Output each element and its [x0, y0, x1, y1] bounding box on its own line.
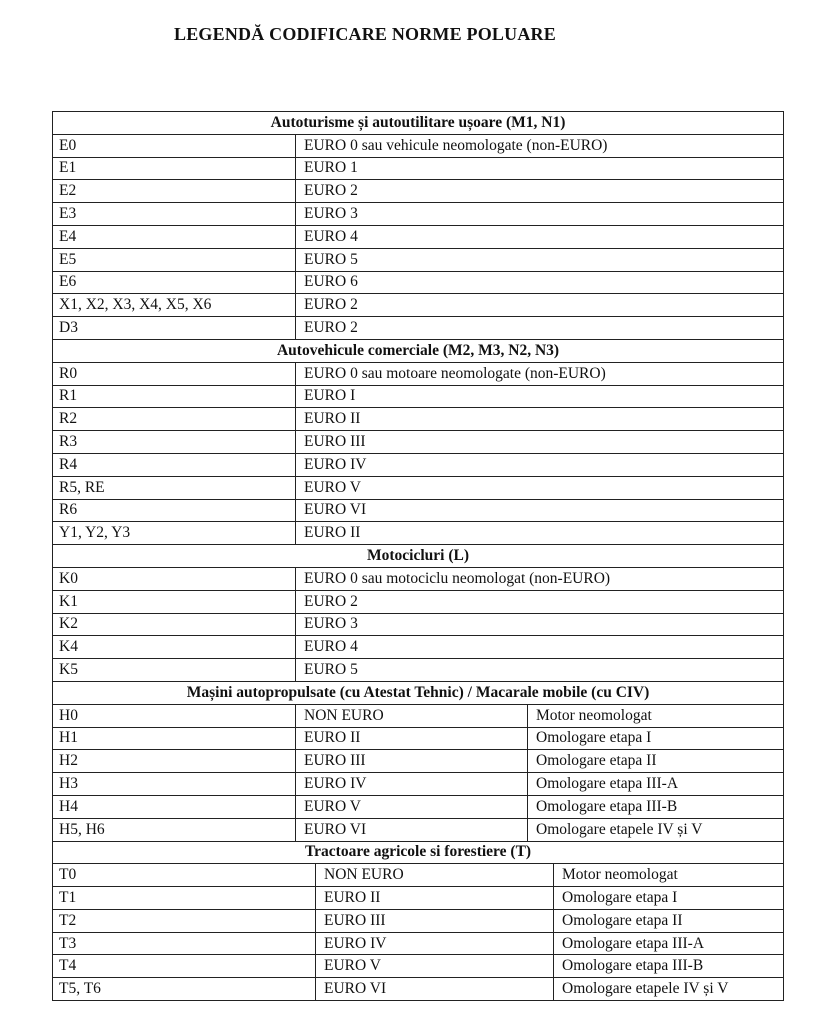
norm-cell: EURO VI [296, 499, 784, 522]
code-cell: R1 [53, 385, 296, 408]
table-row [53, 522, 784, 545]
table-row [53, 180, 784, 203]
norm-cell: EURO V [316, 955, 554, 978]
norm-cell: EURO 4 [296, 225, 784, 248]
approval-cell: Omologare etapa II [528, 750, 784, 773]
table-row [53, 750, 784, 773]
norm-cell: EURO 5 [296, 248, 784, 271]
page-title: LEGENDĂ CODIFICARE NORME POLUARE [174, 24, 556, 44]
code-cell: R2 [53, 408, 296, 431]
norm-cell: EURO V [296, 795, 528, 818]
norm-cell: EURO IV [316, 932, 554, 955]
table-row [53, 294, 784, 317]
pollution-norms-table [52, 111, 784, 1001]
section-header-row [53, 339, 784, 362]
code-cell: H5, H6 [53, 818, 296, 841]
code-cell: R0 [53, 362, 296, 385]
code-cell: R5, RE [53, 476, 296, 499]
table-row [53, 955, 784, 978]
norm-cell: EURO 3 [296, 203, 784, 226]
table-row [53, 499, 784, 522]
table-row [53, 659, 784, 682]
table-row [53, 818, 784, 841]
norm-cell: EURO IV [296, 453, 784, 476]
approval-cell: Omologare etapele IV și V [528, 818, 784, 841]
norm-cell: EURO I [296, 385, 784, 408]
norm-cell: EURO III [296, 431, 784, 454]
table-row [53, 795, 784, 818]
code-cell: E5 [53, 248, 296, 271]
code-cell: E2 [53, 180, 296, 203]
code-cell: T4 [53, 955, 316, 978]
table-row [53, 453, 784, 476]
code-cell: H1 [53, 727, 296, 750]
norm-cell: NON EURO [316, 864, 554, 887]
norm-cell: EURO VI [296, 818, 528, 841]
norm-cell: EURO II [296, 408, 784, 431]
code-cell: X1, X2, X3, X4, X5, X6 [53, 294, 296, 317]
norm-cell: EURO 1 [296, 157, 784, 180]
code-cell: E4 [53, 225, 296, 248]
table-row [53, 887, 784, 910]
norm-cell: EURO III [296, 750, 528, 773]
table-row [53, 909, 784, 932]
table-row [53, 590, 784, 613]
table-row [53, 567, 784, 590]
table-row [53, 476, 784, 499]
norm-cell: EURO 5 [296, 659, 784, 682]
table-row [53, 613, 784, 636]
code-cell: K5 [53, 659, 296, 682]
table-row [53, 636, 784, 659]
section-header-tractors: Tractoare agricole si forestiere (T) [53, 841, 784, 864]
approval-cell: Omologare etapa III-B [554, 955, 784, 978]
code-cell: E1 [53, 157, 296, 180]
approval-cell: Motor neomologat [528, 704, 784, 727]
norm-cell: EURO VI [316, 978, 554, 1001]
approval-cell: Omologare etapa III-B [528, 795, 784, 818]
norm-cell: EURO 2 [296, 317, 784, 340]
norm-cell: NON EURO [296, 704, 528, 727]
table-row [53, 385, 784, 408]
code-cell: H0 [53, 704, 296, 727]
section-header-row [53, 112, 784, 135]
table-row [53, 727, 784, 750]
table-row [53, 248, 784, 271]
table-row [53, 864, 784, 887]
section-header-motorcycles: Motocicluri (L) [53, 545, 784, 568]
code-cell: T2 [53, 909, 316, 932]
norm-cell: EURO 2 [296, 180, 784, 203]
code-cell: H4 [53, 795, 296, 818]
approval-cell: Omologare etapa III-A [528, 773, 784, 796]
norm-cell: EURO 0 sau motoare neomologate (non-EURO) [296, 362, 784, 385]
code-cell: K1 [53, 590, 296, 613]
section-header-machines: Mașini autopropulsate (cu Atestat Tehnic) / Macarale mobile (cu CIV) [53, 681, 784, 704]
norm-cell: EURO 4 [296, 636, 784, 659]
norm-cell: EURO 2 [296, 294, 784, 317]
code-cell: T0 [53, 864, 316, 887]
code-cell: E6 [53, 271, 296, 294]
section-header-row [53, 841, 784, 864]
table-row [53, 134, 784, 157]
norm-cell: EURO 0 sau motociclu neomologat (non-EURO) [296, 567, 784, 590]
norm-cell: EURO V [296, 476, 784, 499]
code-cell: R4 [53, 453, 296, 476]
norm-cell: EURO II [296, 727, 528, 750]
code-cell: H2 [53, 750, 296, 773]
norm-cell: EURO II [296, 522, 784, 545]
code-cell: R3 [53, 431, 296, 454]
table-row [53, 362, 784, 385]
code-cell: H3 [53, 773, 296, 796]
approval-cell: Omologare etapa II [554, 909, 784, 932]
approval-cell: Omologare etapa I [528, 727, 784, 750]
approval-cell: Omologare etapa III-A [554, 932, 784, 955]
table-row [53, 773, 784, 796]
table-row [53, 978, 784, 1001]
section-header-cars: Autoturisme și autoutilitare ușoare (M1, N1) [53, 112, 784, 135]
norm-cell: EURO III [316, 909, 554, 932]
code-cell: Y1, Y2, Y3 [53, 522, 296, 545]
norm-cell: EURO 6 [296, 271, 784, 294]
code-cell: E0 [53, 134, 296, 157]
code-cell: T5, T6 [53, 978, 316, 1001]
norm-cell: EURO 3 [296, 613, 784, 636]
table-row [53, 704, 784, 727]
code-cell: T1 [53, 887, 316, 910]
section-header-commercial: Autovehicule comerciale (M2, M3, N2, N3) [53, 339, 784, 362]
code-cell: K0 [53, 567, 296, 590]
approval-cell: Omologare etapele IV și V [554, 978, 784, 1001]
approval-cell: Omologare etapa I [554, 887, 784, 910]
norm-cell: EURO 0 sau vehicule neomologate (non-EURO) [296, 134, 784, 157]
table-row [53, 203, 784, 226]
table-row [53, 271, 784, 294]
code-cell: R6 [53, 499, 296, 522]
table-row [53, 408, 784, 431]
norm-cell: EURO II [316, 887, 554, 910]
code-cell: T3 [53, 932, 316, 955]
code-cell: D3 [53, 317, 296, 340]
table-row [53, 932, 784, 955]
table-row [53, 317, 784, 340]
approval-cell: Motor neomologat [554, 864, 784, 887]
code-cell: K2 [53, 613, 296, 636]
table-row [53, 157, 784, 180]
table-row [53, 431, 784, 454]
section-header-row [53, 681, 784, 704]
table-row [53, 225, 784, 248]
section-header-row [53, 545, 784, 568]
code-cell: K4 [53, 636, 296, 659]
norm-cell: EURO IV [296, 773, 528, 796]
norm-cell: EURO 2 [296, 590, 784, 613]
code-cell: E3 [53, 203, 296, 226]
